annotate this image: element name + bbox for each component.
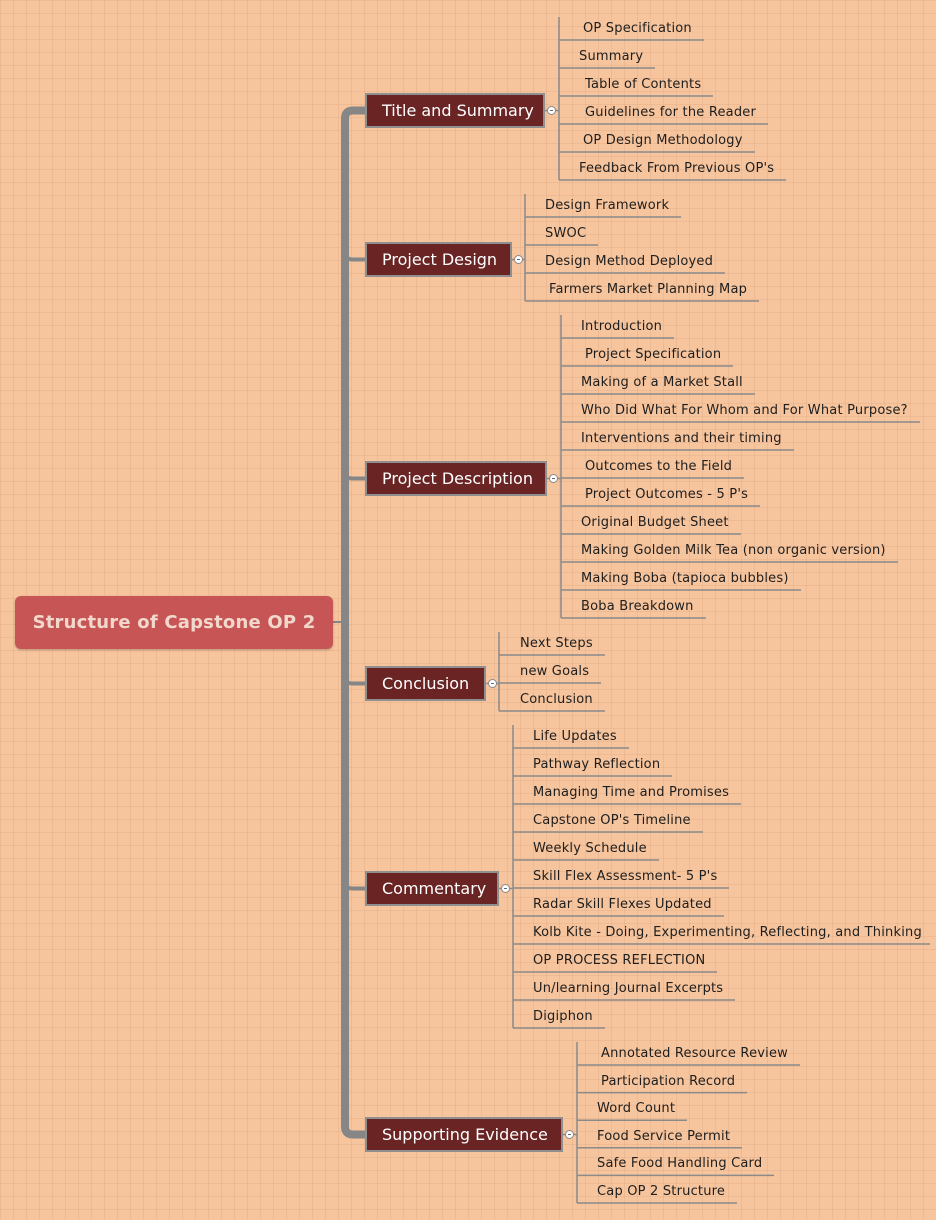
subtopic[interactable]: Managing Time and Promises: [533, 785, 730, 800]
collapse-toggle-icon[interactable]: [488, 679, 497, 688]
subtopic[interactable]: Outcomes to the Field: [585, 459, 733, 474]
collapse-toggle-icon[interactable]: [514, 255, 523, 264]
subtopic[interactable]: OP PROCESS REFLECTION: [533, 953, 706, 968]
subtopic[interactable]: Design Framework: [545, 198, 670, 213]
subtopic[interactable]: Project Outcomes - 5 P's: [585, 487, 749, 502]
subtopic[interactable]: Safe Food Handling Card: [597, 1156, 763, 1172]
subtopic[interactable]: Table of Contents: [585, 77, 702, 92]
branch-topic[interactable]: Title and Summary: [365, 93, 545, 128]
subtopic[interactable]: Making Boba (tapioca bubbles): [581, 571, 789, 586]
subtopic[interactable]: Life Updates: [533, 729, 617, 744]
branch-topic[interactable]: Project Description: [365, 461, 547, 496]
subtopic[interactable]: Word Count: [597, 1101, 676, 1117]
subtopic[interactable]: new Goals: [520, 664, 590, 679]
subtopic[interactable]: Next Steps: [520, 636, 593, 651]
subtopic[interactable]: OP Specification: [583, 21, 692, 36]
branch-topic[interactable]: Commentary: [365, 871, 499, 906]
subtopic[interactable]: Summary: [579, 49, 644, 64]
root-topic[interactable]: Structure of Capstone OP 2: [15, 596, 333, 649]
subtopic[interactable]: Design Method Deployed: [545, 254, 714, 269]
subtopic[interactable]: Original Budget Sheet: [581, 515, 729, 530]
subtopic[interactable]: Un/learning Journal Excerpts: [533, 981, 724, 996]
branch-topic[interactable]: Supporting Evidence: [365, 1117, 563, 1152]
subtopic[interactable]: Conclusion: [520, 692, 593, 707]
subtopic[interactable]: Who Did What For Whom and For What Purpose?: [581, 403, 908, 418]
trunk-line: [345, 111, 365, 1135]
subtopic[interactable]: Radar Skill Flexes Updated: [533, 897, 712, 912]
subtopic[interactable]: SWOC: [545, 226, 587, 241]
subtopic[interactable]: Feedback From Previous OP's: [579, 161, 775, 176]
subtopic[interactable]: Food Service Permit: [597, 1128, 731, 1144]
subtopic[interactable]: Digiphon: [533, 1009, 593, 1024]
subtopic[interactable]: Annotated Resource Review: [601, 1046, 788, 1061]
subtopic[interactable]: Kolb Kite - Doing, Experimenting, Reflecting, and Thinking: [533, 925, 922, 940]
subtopic[interactable]: Project Specification: [585, 347, 722, 362]
subtopic[interactable]: Making Golden Milk Tea (non organic version): [581, 543, 886, 558]
collapse-toggle-icon[interactable]: [501, 884, 510, 893]
subtopic[interactable]: Pathway Reflection: [533, 757, 661, 772]
collapse-toggle-icon[interactable]: [565, 1130, 574, 1139]
subtopic[interactable]: Guidelines for the Reader: [585, 105, 757, 120]
collapse-toggle-icon[interactable]: [547, 106, 556, 115]
branch-topic[interactable]: Conclusion: [365, 666, 486, 701]
subtopic[interactable]: Participation Record: [601, 1073, 736, 1089]
subtopic[interactable]: Farmers Market Planning Map: [549, 282, 748, 297]
subtopic[interactable]: OP Design Methodology: [583, 133, 743, 148]
subtopic[interactable]: Skill Flex Assessment- 5 P's: [533, 869, 718, 884]
collapse-toggle-icon[interactable]: [549, 474, 558, 483]
branch-topic[interactable]: Project Design: [365, 242, 512, 277]
subtopic[interactable]: Weekly Schedule: [533, 841, 647, 856]
subtopic[interactable]: Making of a Market Stall: [581, 375, 743, 390]
subtopic[interactable]: Boba Breakdown: [581, 599, 694, 614]
subtopic[interactable]: Cap OP 2 Structure: [597, 1184, 726, 1199]
subtopic[interactable]: Introduction: [581, 319, 663, 334]
subtopic[interactable]: Interventions and their timing: [581, 431, 782, 446]
subtopic[interactable]: Capstone OP's Timeline: [533, 813, 691, 828]
